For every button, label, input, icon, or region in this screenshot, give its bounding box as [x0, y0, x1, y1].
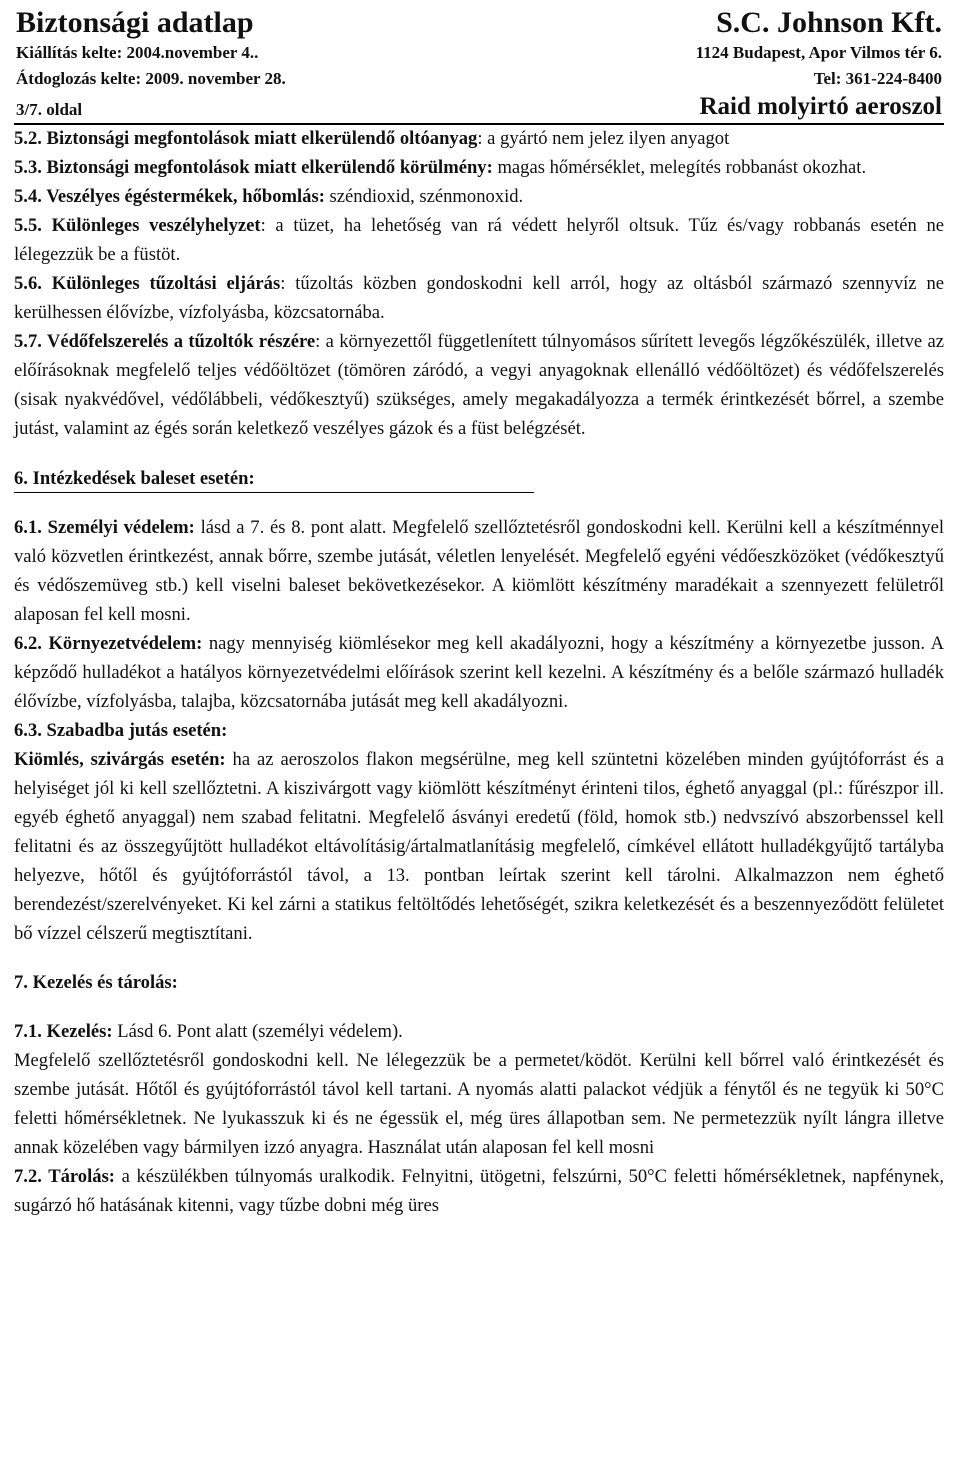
- section-title: Különleges tűzoltási eljárás: [51, 273, 281, 294]
- section-number: 6.2.: [14, 633, 49, 654]
- section-text: széndioxid, szénmonoxid.: [324, 186, 524, 207]
- section-number: 5.5.: [14, 215, 52, 236]
- section-6-2: [14, 629, 944, 716]
- section-5-4: [14, 182, 944, 211]
- spacer: [14, 997, 944, 1017]
- section-text: nagy mennyiség kiömlésekor meg kell akadályozni, hogy a készítmény a környezetbe jusson. A képződő hulladékot a hatályos környezetvédelmi előírások szerint kell kezelni. A készítmény és a belőle származó hulladék élővízbe, vízfolyásba, talajba, közcsatornába jutását meg kell akadályozni.: [14, 633, 944, 712]
- document-page: [14, 6, 944, 1220]
- section-6-1: [14, 513, 944, 629]
- issue-date: Kiállítás kelte: 2004.november 4..: [16, 43, 259, 62]
- document-title: Biztonsági adatlap: [16, 6, 254, 39]
- section-text: lásd a 7. és 8. pont alatt. Megfelelő szellőztetésről gondoskodni kell. Kerülni kell a készítménnyel való közvetlen érintkezést, annak bőrre, szembe jutását, véletlen lenyelését. Megfelelő egyéni védőeszközöket (védőkesztyű és védőszemüveg stb.) kell viselni baleset bekövetkezésekor. A kiömlött készítmény maradékait a szennyezett felületről alaposan fel kell mosni.: [14, 517, 945, 625]
- section-6-3-spill: [14, 745, 944, 948]
- section-title: Személyi védelem:: [47, 517, 195, 538]
- section-text: a készülékben túlnyomás uralkodik. Felnyitni, ütögetni, felszúrni, 50°C feletti hőmérsékletnek, napfénynek, sugárzó hő hatásának kitenni, vagy tűzbe dobni még üres: [14, 1166, 944, 1216]
- section-title: Biztonsági megfontolások miatt elkerülendő oltóanyag: [46, 128, 478, 149]
- section-7-1-text: Megfelelő szellőztetésről gondoskodni kell. Ne lélegezzük be a permetet/ködöt. Kerülni kell bőrrel való érintkezését és szembe jutását. Hőtől és gyújtóforrástól távol kell tartani. A nyomás alatti palackot védjük a fénytől és ne tegyük ki 50°C feletti hőmérsékletnek. Ne lyukasszuk ki és ne égessük el, még üres állapotban sem. Ne permetezzük nyílt lángra illetve annak közelében vagy bármilyen izzó anyagra. Használat után alaposan fel kell mosni: [14, 1050, 944, 1158]
- section-title: Védőfelszerelés a tűzoltók részére: [46, 331, 316, 352]
- section-number: 6.1.: [14, 517, 48, 538]
- company-name: S.C. Johnson Kft.: [716, 6, 942, 39]
- section-text: : a gyártó nem jelez ilyen anyagot: [477, 128, 730, 149]
- section-title: Különleges veszélyhelyzet: [51, 215, 261, 236]
- section-text: : a környezettől függetlenített túlnyomásos sűrített levegős légzőkészülék, illetve az előírásoknak megfelelő teljes védőöltözet (tömören záródó, a vegyi anyagoknak ellenálló védőöltözet) és védőfelszerelés (sisak nyakvédővel, védőlábbeli, védőkesztyű) szükséges, amely megakadályozza a termék érintkezését bőrrel, a szembe jutást, valamint az égés során keletkező veszélyes gázok és a füst belégzését.: [14, 331, 945, 439]
- section-text: : a tüzet, ha lehetőség van rá védett helyről oltsuk. Tűz és/vagy robbanás esetén ne lélegezzük be a füstöt.: [14, 215, 945, 265]
- section-title: Kezelés:: [46, 1021, 113, 1042]
- section-title: Szabadba jutás esetén:: [46, 720, 228, 741]
- section-6-3: [14, 716, 944, 745]
- section-text: magas hőmérséklet, melegítés robbanást okozhat.: [492, 157, 867, 178]
- section-number: 5.2.: [14, 128, 47, 149]
- section-number: 6.3.: [14, 720, 47, 741]
- section-title: Veszélyes égéstermékek, hőbomlás:: [46, 186, 325, 207]
- section-title: Környezetvédelem:: [48, 633, 203, 654]
- section-title: Kiömlés, szivárgás esetén:: [14, 749, 226, 770]
- section-text: ha az aeroszolos flakon megsérülne, meg kell szüntetni közelében minden gyújtóforrást és a helyiséget jól ki kell szellőztetni. A kiszivárgott vagy kiömlött készítményt érinteni tilos, éghető anyaggal (pl.: fűrészpor ill. egyéb éghető anyaggal) nem szabad felitatni. Megfelelő ásványi eredetű (föld, homok stb.) nedvszívó abszorbenssel kell felitatni és az összegyűjtött hulladékot eltávolításig/ártalmatlanításig megfelelő, címkével ellátott hulladékgyűjtő tartályba helyezve, hőtől és gyújtóforrástól távol, a 13. pontban leírtak szerint kell tárolni. Alkalmazzon nem éghető berendezést/szerelvényeket. Ki kel zárni a statikus feltöltődés lehetőségét, szikra keletkezését és a beszennyeződött felületet bő vízzel célszerű megtisztítani.: [14, 749, 944, 944]
- section-text: : tűzoltás közben gondoskodni kell arról, hogy az oltásból származó szennyvíz ne kerülhessen élővízbe, vízfolyásba, közcsatornába.: [14, 273, 944, 323]
- section-title: Tárolás:: [48, 1166, 115, 1187]
- document-body: [14, 124, 944, 1220]
- section-number: 5.3.: [14, 157, 47, 178]
- company-phone: Tel: 361-224-8400: [813, 69, 942, 88]
- page-number: 3/7. oldal: [16, 100, 83, 119]
- revision-date: Átdoglozás kelte: 2009. november 28.: [16, 69, 286, 88]
- section-heading-7: 7. Kezelés és tárolás:: [14, 972, 178, 993]
- section-number: 7.2.: [14, 1166, 49, 1187]
- section-5-6: [14, 269, 944, 327]
- section-number: 5.6.: [14, 273, 52, 294]
- section-7-1: [14, 1017, 944, 1046]
- section-5-2: [14, 124, 944, 153]
- section-5-3: [14, 153, 944, 182]
- section-number: 5.7.: [14, 331, 47, 352]
- section-number: 7.1.: [14, 1021, 47, 1042]
- section-7-2: [14, 1162, 944, 1220]
- section-5-7: [14, 327, 944, 443]
- spacer: [14, 948, 944, 968]
- header-divider: [14, 123, 944, 125]
- section-text: Lásd 6. Pont alatt (személyi védelem).: [112, 1021, 403, 1042]
- section-heading-6: 6. Intézkedések baleset esetén:: [14, 466, 534, 493]
- company-address: 1124 Budapest, Apor Vilmos tér 6.: [695, 43, 942, 62]
- section-5-5: [14, 211, 944, 269]
- product-name: Raid molyirtó aeroszol: [699, 93, 942, 120]
- spacer: [14, 493, 944, 513]
- page-header: [14, 6, 944, 124]
- spacer: [14, 443, 944, 463]
- section-title: Biztonsági megfontolások miatt elkerülendő körülmény:: [46, 157, 493, 178]
- section-number: 5.4.: [14, 186, 47, 207]
